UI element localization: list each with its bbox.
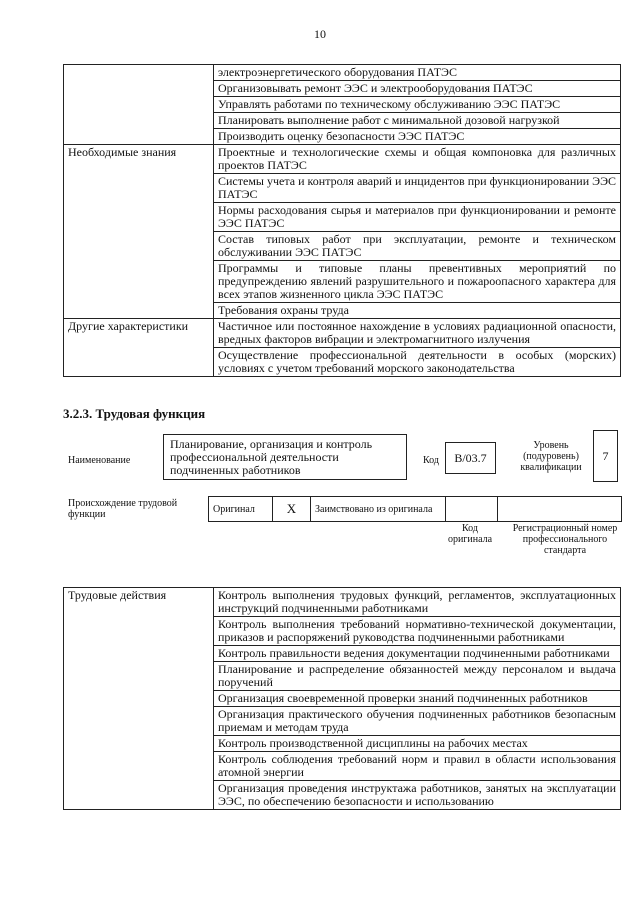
row-group-label: Трудовые действия: [64, 588, 214, 810]
table-cell: Контроль соблюдения требований норм и правил в области использования атомной энергии: [214, 752, 621, 781]
qualification-level: 7: [593, 430, 618, 482]
table-cell: Управлять работами по техническому обслуживанию ЭЭС ПАТЭС: [214, 97, 621, 113]
function-name: Планирование, организация и контроль профессиональной деятельности подчиненных работников: [163, 434, 407, 480]
table-cell: Требования охраны труда: [214, 303, 621, 319]
origin-mark: X: [273, 497, 311, 522]
origin-label: Происхождение трудовой функции: [68, 498, 178, 520]
row-group-label: Другие характеристики: [64, 319, 214, 377]
origin-code-cell: [446, 497, 498, 522]
table-cell: Осуществление профессиональной деятельности в особых (морских) условиях с учетом требований морского законодательства: [214, 348, 621, 377]
row-group-label: [64, 65, 214, 145]
table-cell: Контроль правильности ведения документации подчиненными работниками: [214, 646, 621, 662]
table-cell: электроэнергетического оборудования ПАТЭС: [214, 65, 621, 81]
table-cell: Организация практического обучения подчиненных работников безопасным приемам и методам труда: [214, 707, 621, 736]
table-cell: Организация своевременной проверки знаний подчиненных работников: [214, 691, 621, 707]
table-row: [64, 65, 621, 81]
name-label: Наименование: [68, 455, 131, 466]
table-cell: Частичное или постоянное нахождение в условиях радиационной опасности, вредных факторов вибрации и электромагнитного излучения: [214, 319, 621, 348]
caption-original-code: Код оригинала: [447, 523, 493, 545]
table-row: [64, 145, 621, 174]
code-label: Код: [423, 455, 439, 466]
caption-registration-number: Регистрационный номер профессионального стандарта: [512, 523, 618, 556]
level-label: Уровень (подуровень) квалификации: [520, 440, 582, 473]
table-row: [64, 588, 621, 617]
table-cell: Производить оценку безопасности ЭЭС ПАТЭС: [214, 129, 621, 145]
table-cell: Программы и типовые планы превентивных мероприятий по предупреждению явлений разрушительного и пожароопасного характера для всех этапов жизненного цикла ЭЭС ПАТЭС: [214, 261, 621, 303]
row-group-label: Необходимые знания: [64, 145, 214, 319]
table-cell: Планировать выполнение работ с минимальной дозовой нагрузкой: [214, 113, 621, 129]
origin-table: [208, 496, 622, 522]
table-cell: Планирование и распределение обязанностей между персоналом и выдача поручений: [214, 662, 621, 691]
knowledge-table: [63, 64, 621, 377]
origin-reg-cell: [498, 497, 622, 522]
section-title: 3.2.3. Трудовая функция: [63, 406, 206, 421]
table-cell: Контроль производственной дисциплины на рабочих местах: [214, 736, 621, 752]
page-number: 10: [314, 27, 326, 41]
table-cell: Состав типовых работ при эксплуатации, ремонте и техническом обслуживании ЭЭС ПАТЭС: [214, 232, 621, 261]
labor-actions-table: [63, 587, 621, 810]
table-cell: Организовывать ремонт ЭЭС и электрооборудования ПАТЭС: [214, 81, 621, 97]
table-cell: Контроль выполнения трудовых функций, регламентов, эксплуатационных инструкций подчиненными работниками: [214, 588, 621, 617]
origin-original: Оригинал: [209, 497, 273, 522]
origin-borrowed: Заимствовано из оригинала: [311, 497, 446, 522]
table-cell: Контроль выполнения требований нормативно-технической документации, приказов и распоряжений руководства подчиненными работниками: [214, 617, 621, 646]
table-cell: Нормы расходования сырья и материалов при функционировании и ремонте ЭЭС ПАТЭС: [214, 203, 621, 232]
table-cell: Проектные и технологические схемы и общая компоновка для различных проектов ПАТЭС: [214, 145, 621, 174]
table-cell: Системы учета и контроля аварий и инцидентов при функционировании ЭЭС ПАТЭС: [214, 174, 621, 203]
table-cell: Организация проведения инструктажа работников, занятых на эксплуатации ЭЭС, по обеспечению безопасности и использованию: [214, 781, 621, 810]
table-row: [64, 319, 621, 348]
function-code: B/03.7: [445, 442, 496, 474]
